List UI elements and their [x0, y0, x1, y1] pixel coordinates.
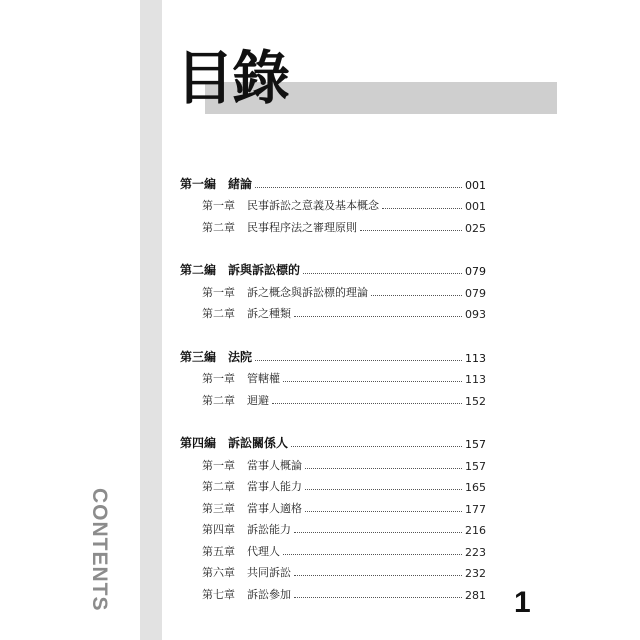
toc-chapter-page: 152: [465, 394, 486, 408]
toc-chapter: [180, 278, 486, 300]
toc-part-number: 第二編: [180, 263, 217, 277]
dot-leader: [305, 511, 462, 512]
page-number: 1: [514, 586, 531, 619]
toc-chapter-title: 共同訴訟: [247, 566, 291, 579]
toc-chapter-label: [202, 478, 302, 494]
toc-chapter-page: 223: [465, 545, 486, 559]
toc-part-label: [180, 348, 252, 365]
toc-part-title: 法院: [228, 349, 253, 364]
toc-chapter-number: 第三章: [202, 501, 235, 515]
toc-chapter-title: 訴之種類: [247, 307, 291, 320]
toc-part-title: 訴訟關係人: [228, 436, 289, 450]
dot-leader: [255, 187, 462, 188]
toc-chapter-page: 177: [465, 502, 486, 516]
toc-chapter-label: [202, 370, 280, 386]
toc-chapter-title: 訴訟參加: [247, 587, 291, 601]
toc-part-page: 079: [465, 265, 486, 278]
contents-side-label: CONTENTS: [88, 488, 111, 612]
dot-leader: [291, 446, 462, 447]
toc-chapter-number: 第七章: [202, 587, 235, 601]
toc-chapter: [180, 473, 486, 495]
toc-chapter-page: 113: [465, 373, 486, 386]
toc-chapter-number: 第二章: [202, 307, 235, 320]
toc-part-number: 第三編: [180, 349, 217, 364]
dot-leader: [371, 295, 462, 296]
toc-chapter-title: 訴之概念與訴訟標的理論: [247, 285, 368, 299]
toc-part: [180, 430, 486, 452]
toc-chapter-label: [202, 586, 291, 602]
toc-part-title: 訴與訴訟標的: [228, 263, 301, 277]
page-title: 目錄: [176, 44, 289, 112]
dot-leader: [283, 381, 462, 382]
dot-leader: [272, 403, 462, 404]
toc-chapter-label: [202, 284, 368, 300]
toc-chapter: [180, 494, 486, 516]
toc-chapter-title: 當事人適格: [247, 501, 302, 515]
toc-part-label: [180, 175, 252, 192]
toc-chapter-page: 281: [465, 588, 486, 602]
toc-chapter: [180, 559, 486, 581]
toc-chapter-label: [202, 521, 291, 537]
dot-leader: [294, 316, 462, 317]
dot-leader: [294, 597, 462, 598]
toc-part-page: 113: [465, 351, 486, 365]
side-strip: [140, 0, 162, 640]
toc-chapter-page: 001: [465, 200, 486, 213]
toc-chapter-number: 第二章: [202, 393, 235, 407]
toc-chapter-number: 第二章: [202, 480, 235, 493]
toc-chapter-label: [202, 457, 302, 473]
toc-chapter-number: 第一章: [202, 458, 235, 472]
toc-gap: [180, 235, 486, 257]
toc-chapter: [180, 386, 486, 408]
toc-chapter-title: 民事訴訟之意義及基本概念: [247, 199, 379, 212]
toc-part-number: 第一編: [180, 176, 217, 191]
toc-part-title: 緒論: [228, 176, 253, 191]
toc-chapter-page: 079: [465, 286, 486, 300]
toc-chapter-page: 216: [465, 524, 486, 537]
dot-leader: [283, 554, 462, 555]
toc-part-label: [180, 434, 288, 451]
table-of-contents: [180, 170, 486, 602]
dot-leader: [382, 208, 462, 209]
toc-part-number: 第四編: [180, 436, 217, 450]
toc-chapter-label: [202, 219, 357, 235]
toc-chapter: [180, 300, 486, 322]
toc-gap: [180, 408, 486, 430]
toc-chapter: [180, 537, 486, 559]
toc-chapter-label: [202, 305, 291, 321]
toc-chapter-title: 管轄權: [247, 372, 280, 385]
toc-chapter-label: [202, 500, 302, 516]
toc-chapter-label: [202, 543, 280, 559]
toc-chapter-number: 第四章: [202, 523, 235, 536]
dot-leader: [294, 532, 462, 533]
toc-chapter: [180, 580, 486, 602]
toc-chapter-number: 第一章: [202, 372, 235, 385]
toc-chapter-title: 訴訟能力: [247, 523, 291, 536]
dot-leader: [360, 230, 462, 231]
dot-leader: [305, 468, 462, 469]
dot-leader: [305, 489, 462, 490]
toc-chapter-page: 157: [465, 459, 486, 473]
toc-part: [180, 170, 486, 192]
toc-part: [180, 343, 486, 365]
toc-chapter-number: 第一章: [202, 199, 235, 212]
toc-chapter: [180, 192, 486, 214]
toc-chapter-title: 當事人能力: [247, 480, 302, 493]
toc-chapter-number: 第二章: [202, 220, 235, 234]
toc-chapter-title: 民事程序法之審理原則: [247, 220, 357, 234]
toc-chapter-title: 代理人: [247, 544, 280, 558]
toc-chapter-number: 第五章: [202, 544, 235, 558]
toc-part-page: 157: [465, 438, 486, 451]
toc-chapter: [180, 516, 486, 538]
dot-leader: [294, 575, 462, 576]
toc-chapter-page: 165: [465, 481, 486, 494]
toc-gap: [180, 321, 486, 343]
toc-chapter-number: 第六章: [202, 566, 235, 579]
toc-chapter-title: 迴避: [247, 393, 269, 407]
toc-chapter-title: 當事人概論: [247, 458, 302, 472]
toc-chapter-page: 025: [465, 221, 486, 235]
toc-chapter: [180, 451, 486, 473]
toc-part-page: 001: [465, 178, 486, 192]
toc-chapter: [180, 213, 486, 235]
toc-chapter-label: [202, 564, 291, 580]
dot-leader: [255, 360, 462, 361]
toc-chapter-page: 093: [465, 308, 486, 321]
dot-leader: [303, 273, 462, 274]
toc-chapter-label: [202, 392, 269, 408]
toc-part: [180, 257, 486, 279]
toc-chapter: [180, 365, 486, 387]
toc-chapter-label: [202, 197, 379, 213]
toc-chapter-page: 232: [465, 567, 486, 580]
toc-chapter-number: 第一章: [202, 285, 235, 299]
toc-part-label: [180, 261, 300, 278]
